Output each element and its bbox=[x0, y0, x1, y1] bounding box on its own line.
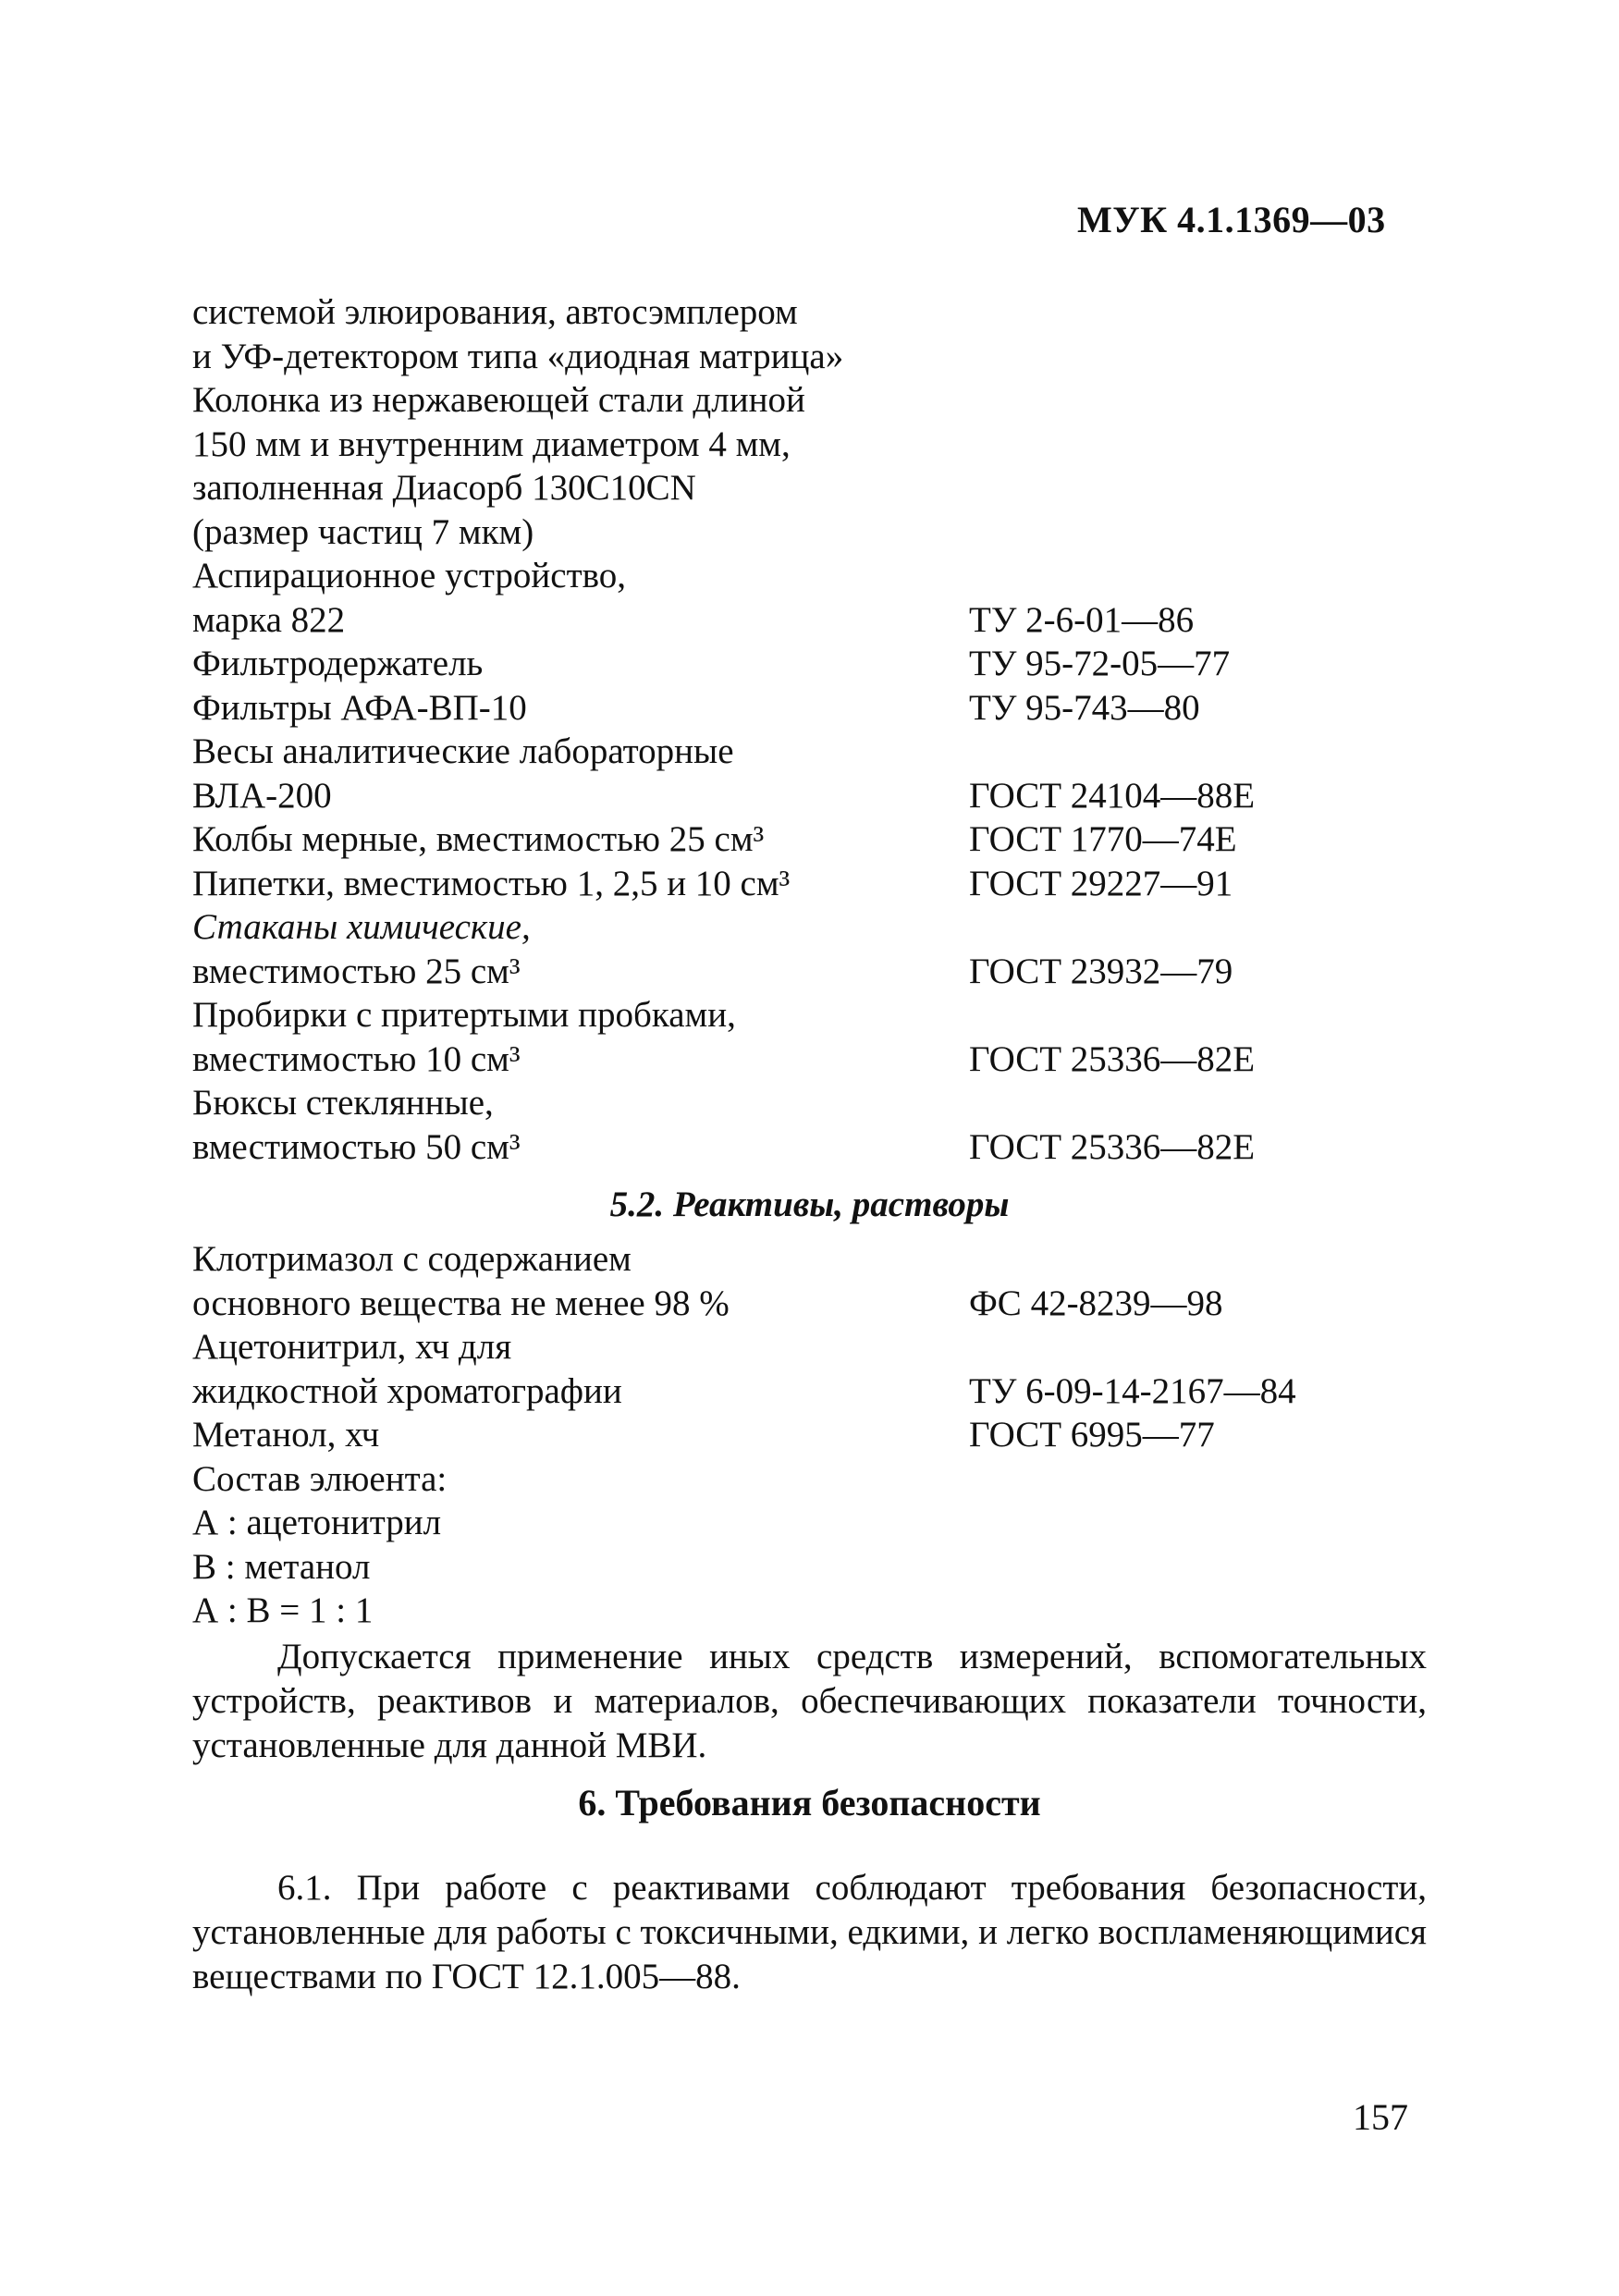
list-item bbox=[192, 1325, 1441, 1369]
item-name: Колбы мерные, вместимостью 25 см³ bbox=[192, 819, 765, 859]
item-name: Метанол, хч bbox=[192, 1415, 380, 1455]
item-standard: ГОСТ 29227—91 bbox=[969, 863, 1233, 903]
item-name: Клотримазол с содержанием bbox=[192, 1239, 632, 1279]
list-item bbox=[192, 378, 1394, 423]
item-name: вместимостью 50 см³ bbox=[192, 1126, 521, 1167]
item-standard: ТУ 95-72-05—77 bbox=[969, 644, 1231, 683]
list-item bbox=[192, 905, 1394, 950]
item-name: Фильтродержатель bbox=[192, 644, 484, 683]
item-standard: ТУ 2-6-01—86 bbox=[969, 599, 1195, 640]
item-standard: ГОСТ 25336—82Е bbox=[969, 1126, 1256, 1167]
list-item bbox=[192, 1081, 1394, 1125]
list-item bbox=[192, 730, 1394, 774]
item-name: (размер частиц 7 мкм) bbox=[192, 511, 534, 552]
item-name: Бюксы стеклянные, bbox=[192, 1083, 494, 1123]
item-name: вместимостью 25 см³ bbox=[192, 951, 521, 991]
item-name: жидкостной хроматографии bbox=[192, 1370, 622, 1411]
list-item bbox=[192, 1457, 1441, 1502]
page-number: 157 bbox=[1353, 2096, 1408, 2138]
item-standard: ТУ 95-743—80 bbox=[969, 687, 1200, 728]
list-item bbox=[192, 642, 1394, 686]
list-item bbox=[192, 335, 1394, 379]
item-name: А : В = 1 : 1 bbox=[192, 1590, 374, 1630]
equipment-list bbox=[192, 290, 1394, 1169]
item-name: Пробирки с притертыми пробками, bbox=[192, 995, 736, 1035]
list-item bbox=[192, 774, 1394, 818]
list-item bbox=[192, 686, 1394, 731]
item-name: ВЛА-200 bbox=[192, 775, 332, 816]
item-name: Фильтры АФА-ВП-10 bbox=[192, 687, 527, 728]
item-name: Колонка из нержавеющей стали длиной bbox=[192, 380, 805, 420]
reagents-heading: 5.2. Реактивы, растворы bbox=[609, 1185, 1010, 1224]
item-standard: ГОСТ 23932—79 bbox=[969, 951, 1233, 991]
list-item bbox=[192, 554, 1394, 598]
list-item bbox=[192, 1037, 1394, 1082]
item-name: заполненная Диасорб 130С10CN bbox=[192, 468, 696, 508]
list-item bbox=[192, 862, 1394, 906]
document-code-header: МУК 4.1.1369—03 bbox=[1077, 199, 1386, 240]
list-item bbox=[192, 1125, 1394, 1170]
list-item bbox=[192, 993, 1394, 1037]
item-name: марка 822 bbox=[192, 599, 346, 640]
list-item bbox=[192, 1589, 1441, 1633]
item-name: Весы аналитические лабораторные bbox=[192, 731, 734, 771]
list-item bbox=[192, 510, 1394, 555]
item-standard: ГОСТ 6995—77 bbox=[969, 1415, 1215, 1455]
list-item bbox=[192, 1282, 1441, 1326]
section-title: 6. Требования безопасности bbox=[578, 1782, 1041, 1823]
list-item bbox=[192, 817, 1394, 862]
list-item bbox=[192, 1413, 1441, 1457]
list-item bbox=[192, 950, 1394, 994]
list-item bbox=[192, 1545, 1441, 1590]
item-standard: ФС 42-8239—98 bbox=[969, 1283, 1223, 1323]
item-name: Пипетки, вместимостью 1, 2,5 и 10 см³ bbox=[192, 863, 791, 903]
item-name: В : метанол bbox=[192, 1546, 371, 1587]
reagents-list bbox=[192, 1237, 1441, 1633]
item-standard: ТУ 6-09-14-2167—84 bbox=[969, 1370, 1296, 1411]
allowance-paragraph: Допускается применение иных средств измерений, вспомогательных устройств, реактивов и материалов, обеспечивающих показатели точности, установленные для данной МВИ. bbox=[192, 1637, 1427, 1765]
item-name: А : ацетонитрил bbox=[192, 1503, 442, 1542]
item-name: Стаканы химические, bbox=[192, 907, 531, 947]
item-name: Ацетонитрил, хч для bbox=[192, 1327, 512, 1367]
item-name: вместимостью 10 см³ bbox=[192, 1038, 521, 1079]
safety-paragraph: 6.1. При работе с реактивами соблюдают требования безопасности, установленные для работы с токсичными, едкими, и легко воспламеняющимися веществами по ГОСТ 12.1.005—88. bbox=[192, 1868, 1427, 1996]
item-name: 150 мм и внутренним диаметром 4 мм, bbox=[192, 424, 791, 464]
list-item bbox=[192, 466, 1394, 510]
item-standard: ГОСТ 25336—82Е bbox=[969, 1038, 1256, 1079]
item-name: и УФ-детектором типа «диодная матрица» bbox=[192, 336, 844, 376]
item-standard: ГОСТ 1770—74Е bbox=[969, 819, 1237, 859]
list-item bbox=[192, 598, 1394, 643]
item-name: Аспирационное устройство, bbox=[192, 556, 627, 595]
item-name: системой элюирования, автосэмплером bbox=[192, 292, 798, 332]
item-name: Состав элюента: bbox=[192, 1458, 448, 1499]
list-item bbox=[192, 290, 1394, 335]
list-item bbox=[192, 1237, 1441, 1282]
list-item bbox=[192, 1369, 1441, 1414]
item-standard: ГОСТ 24104—88Е bbox=[969, 775, 1256, 816]
list-item bbox=[192, 1501, 1441, 1545]
list-item bbox=[192, 423, 1394, 467]
item-name: основного вещества не менее 98 % bbox=[192, 1283, 730, 1323]
